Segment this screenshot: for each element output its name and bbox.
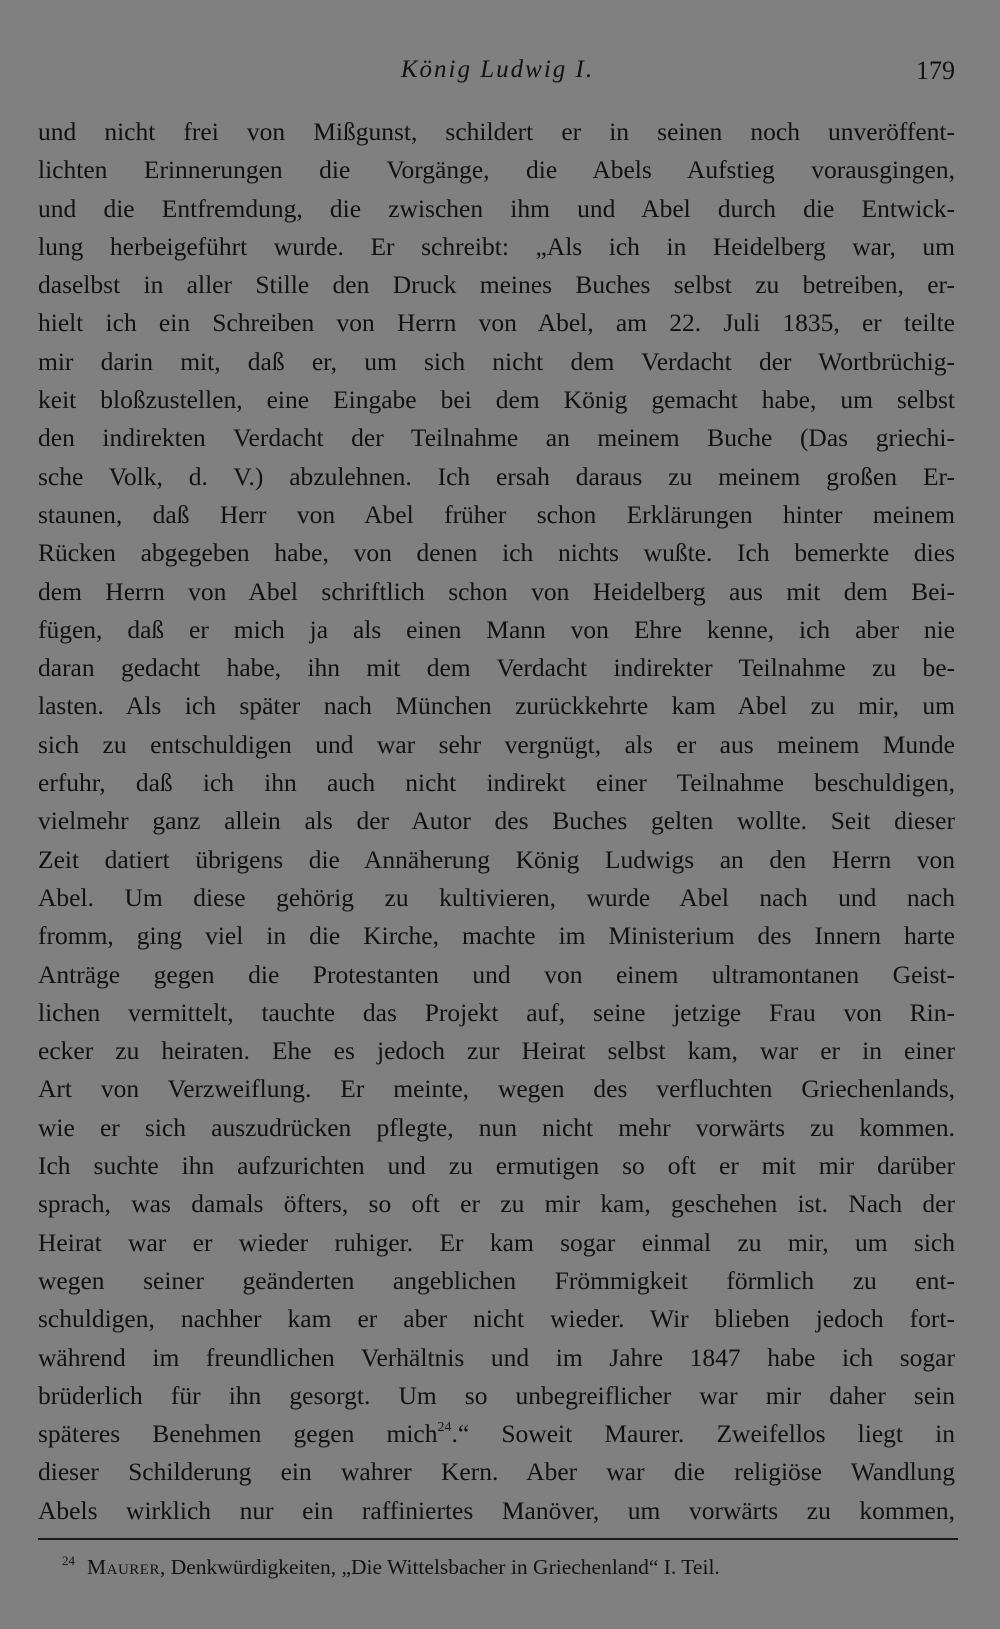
text-line: Rücken abgegeben habe, von denen ich nichts wußte. Ich bemerkte dies — [38, 538, 955, 568]
text-line: wie er sich auszudrücken pflegte, nun nicht mehr vorwärts zu kommen. — [38, 1112, 955, 1142]
text-line: Anträge gegen die Protestanten und von einem ultramontanen Geist- — [38, 959, 955, 989]
text-line: Abel. Um diese gehörig zu kultivieren, wurde Abel nach und nach — [38, 882, 955, 912]
page-number: 179 — [916, 56, 955, 85]
text-line: vielmehr ganz allein als der Autor des Buches gelten wollte. Seit dieser — [38, 806, 955, 836]
text-line: staunen, daß Herr von Abel früher schon Erklärungen hinter meinem — [38, 499, 955, 529]
text-line: erfuhr, daß ich ihn auch nicht indirekt einer Teilnahme beschuldigen, — [38, 768, 955, 798]
footnote-author: Maurer — [87, 1555, 160, 1579]
text-line: lung herbeigeführt wurde. Er schreibt: „Als ich in Heidelberg war, um — [38, 231, 955, 261]
text-line: fromm, ging viel in die Kirche, machte im Ministerium des Innern harte — [38, 921, 955, 951]
text-line: keit bloßzustellen, eine Eingabe bei dem König gemacht habe, um selbst — [38, 385, 955, 415]
text-line: sprach, was damals öfters, so oft er zu mir kam, geschehen ist. Nach der — [38, 1189, 955, 1219]
footnote-text: , Denkwürdigkeiten, „Die Wittelsbacher in Griechenland“ I. Teil. — [159, 1555, 720, 1579]
text-line: während im freundlichen Verhältnis und im Jahre 1847 habe ich sogar — [38, 1342, 955, 1372]
footnote-reference[interactable]: 24 — [437, 1420, 452, 1436]
text-line: fügen, daß er mich ja als einen Mann von Ehre kenne, ich aber nie — [38, 614, 955, 644]
text-line: lasten. Als ich später nach München zurückkehrte kam Abel zu mir, um — [38, 691, 955, 721]
footnote-divider — [38, 1538, 958, 1540]
text-line: Zeit datiert übrigens die Annäherung König Ludwigs an den Herrn von — [38, 844, 955, 874]
text-line: ecker zu heiraten. Ehe es jedoch zur Heirat selbst kam, war er in einer — [38, 1036, 955, 1066]
text-line: lichen vermittelt, tauchte das Projekt auf, seine jetzige Frau von Rin- — [38, 997, 955, 1027]
footnote-marker: 24 — [62, 1553, 75, 1568]
text-line: schuldigen, nachher kam er aber nicht wieder. Wir blieben jedoch fort- — [38, 1304, 955, 1334]
text-line: sich zu entschuldigen und war sehr vergnügt, als er aus meinem Munde — [38, 729, 955, 759]
text-line: Heirat war er wieder ruhiger. Er kam sogar einmal zu mir, um sich — [38, 1227, 955, 1257]
text-line: dieser Schilderung ein wahrer Kern. Aber war die religiöse Wandlung — [38, 1457, 955, 1487]
text-line: hielt ich ein Schreiben von Herrn von Abel, am 22. Juli 1835, er teilte — [38, 308, 955, 338]
text-line: lichten Erinnerungen die Vorgänge, die Abels Aufstieg vorausgingen, — [38, 155, 955, 185]
text-segment: späteres Benehmen gegen mich — [38, 1419, 438, 1449]
text-line: Art von Verzweiflung. Er meinte, wegen des verfluchten Griechenlands, — [38, 1074, 955, 1104]
footnote — [62, 1552, 962, 1582]
text-line: sche Volk, d. V.) abzulehnen. Ich ersah daraus zu meinem großen Er- — [38, 461, 955, 491]
body-text — [38, 113, 955, 1530]
text-line-with-footnote-ref — [38, 1415, 955, 1453]
running-title: König Ludwig I. — [400, 56, 595, 83]
text-segment: .“ Soweit Maurer. Zweifellos liegt in — [451, 1419, 955, 1449]
text-line: mir darin mit, daß er, um sich nicht dem Verdacht der Wortbrüchig- — [38, 346, 955, 376]
text-line: Abels wirklich nur ein raffiniertes Manöver, um vorwärts zu kommen, — [38, 1495, 955, 1525]
text-line: wegen seiner geänderten angeblichen Frömmigkeit förmlich zu ent- — [38, 1265, 955, 1295]
text-line: und nicht frei von Mißgunst, schildert er in seinen noch unveröffent- — [38, 117, 955, 146]
text-line: daran gedacht habe, ihn mit dem Verdacht indirekter Teilnahme zu be- — [38, 653, 955, 683]
text-line: dem Herrn von Abel schriftlich schon von Heidelberg aus mit dem Bei- — [38, 576, 955, 606]
text-line: und die Entfremdung, die zwischen ihm und Abel durch die Entwick- — [38, 193, 955, 223]
running-head — [40, 52, 955, 92]
text-line: Ich suchte ihn aufzurichten und zu ermutigen so oft er mit mir darüber — [38, 1151, 955, 1181]
text-line: brüderlich für ihn gesorgt. Um so unbegreiflicher war mir daher sein — [38, 1380, 955, 1410]
text-line: den indirekten Verdacht der Teilnahme an meinem Buche (Das griechi- — [38, 423, 955, 453]
text-line: daselbst in aller Stille den Druck meines Buches selbst zu betreiben, er- — [38, 270, 955, 300]
